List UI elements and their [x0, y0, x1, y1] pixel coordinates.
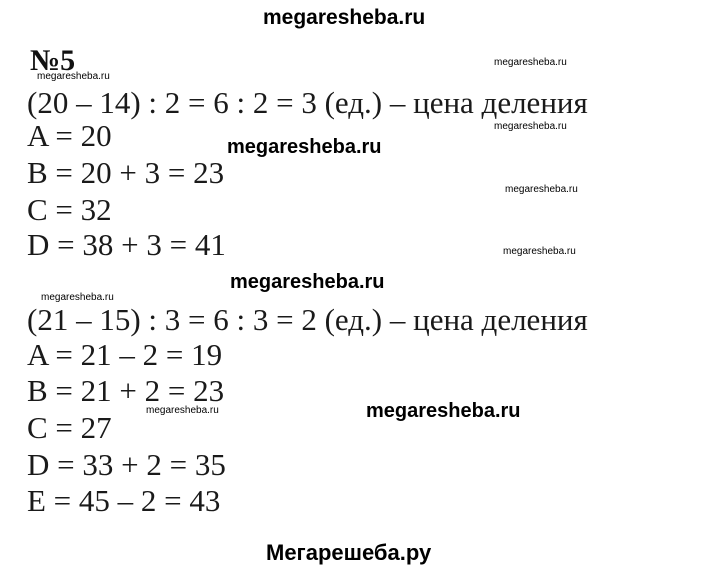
watermark-small: megaresheba.ru — [505, 184, 578, 195]
watermark-small: megaresheba.ru — [146, 405, 219, 416]
watermark-bold: megaresheba.ru — [230, 271, 385, 293]
watermark-small: megaresheba.ru — [494, 121, 567, 132]
solution-line: C = 32 — [27, 192, 112, 227]
solution-line: E = 45 – 2 = 43 — [27, 483, 221, 518]
watermark-small: megaresheba.ru — [41, 292, 114, 303]
solution-line: A = 20 — [27, 118, 112, 153]
watermark-small: megaresheba.ru — [494, 57, 567, 68]
watermark-small: megaresheba.ru — [37, 71, 110, 82]
solution-line: B = 21 + 2 = 23 — [27, 373, 225, 408]
exercise-number: №5 — [30, 44, 76, 77]
solution-line: D = 33 + 2 = 35 — [27, 447, 226, 482]
solution-line: A = 21 – 2 = 19 — [27, 337, 223, 372]
watermark-bold: megaresheba.ru — [227, 136, 382, 158]
solution-line: (21 – 15) : 3 = 6 : 3 = 2 (ед.) – цена деления — [27, 302, 588, 337]
watermark-small: megaresheba.ru — [503, 246, 576, 257]
solution-line: (20 – 14) : 2 = 6 : 2 = 3 (ед.) – цена деления — [27, 85, 588, 120]
watermark-bold: megaresheba.ru — [366, 400, 521, 422]
solution-line: B = 20 + 3 = 23 — [27, 155, 225, 190]
solution-line: C = 27 — [27, 410, 112, 445]
header-watermark: megaresheba.ru — [263, 6, 426, 29]
footer-watermark: Мегарешеба.ру — [266, 540, 432, 565]
solution-line: D = 38 + 3 = 41 — [27, 227, 226, 262]
